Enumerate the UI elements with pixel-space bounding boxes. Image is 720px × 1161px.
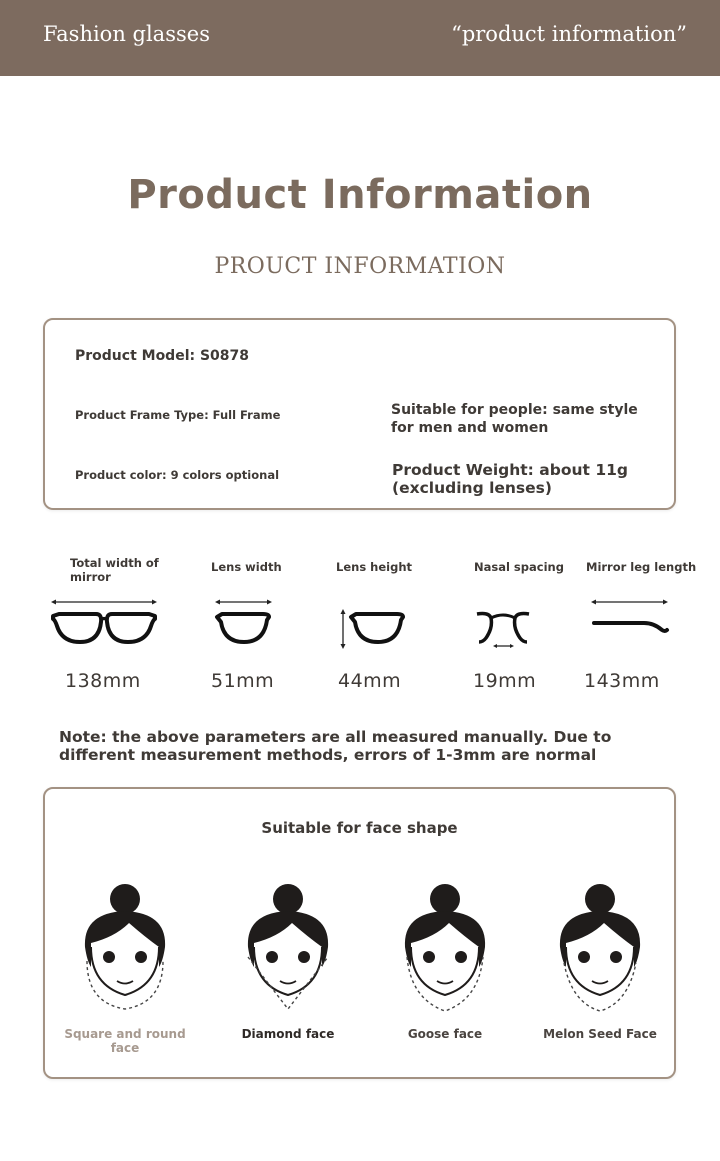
measurement-value: 51mm (211, 670, 275, 692)
product-model: Product Model: S0878 (75, 348, 250, 364)
face-shape-card (43, 787, 676, 1079)
page-subtitle: PROUCT INFORMATION (214, 254, 506, 279)
face-illustration-icon (238, 877, 338, 1017)
face-illustration-icon (395, 877, 495, 1017)
header-right-text: “product information” (451, 22, 687, 46)
measurement-value: 44mm (338, 670, 402, 692)
face-goose (390, 877, 500, 1041)
face-label: Square and round face (64, 1027, 186, 1055)
product-frame-type: Product Frame Type: Full Frame (75, 408, 281, 422)
face-shape-title: Suitable for face shape (261, 819, 458, 837)
lens-width-icon (214, 594, 274, 654)
measurement-label: Nasal spacing (474, 560, 564, 574)
face-label: Goose face (407, 1027, 483, 1041)
measurement-value: 19mm (473, 670, 537, 692)
glasses-front-icon (50, 594, 160, 654)
lens-height-icon (337, 594, 407, 654)
header-left-text: Fashion glasses (43, 22, 210, 46)
face-melon-seed (543, 877, 657, 1041)
face-illustration-icon (75, 877, 175, 1017)
measurement-note: Note: the above parameters are all measured manually. Due to different measurement methods, errors of 1-3mm are normal (59, 728, 612, 764)
product-weight: Product Weight: about 11g (excluding lenses) (392, 461, 628, 497)
measurement-label: Lens height (336, 560, 413, 574)
nose-bridge-icon (475, 594, 535, 654)
measurement-value: 138mm (65, 670, 141, 692)
measurement-label: Total width of mirror (70, 556, 159, 584)
measurement-label: Lens width (211, 560, 282, 574)
face-square-round (64, 877, 186, 1055)
product-info-card (43, 318, 676, 510)
page-title: Product Information (127, 172, 593, 218)
face-label: Melon Seed Face (543, 1027, 657, 1041)
temple-arm-icon (588, 594, 678, 654)
measurement-value: 143mm (584, 670, 660, 692)
face-illustration-icon (550, 877, 650, 1017)
face-diamond (233, 877, 343, 1041)
product-color: Product color: 9 colors optional (75, 468, 280, 482)
header-bar (0, 0, 720, 76)
face-label: Diamond face (241, 1027, 335, 1041)
measurement-label: Mirror leg length (586, 560, 697, 574)
product-suitable: Suitable for people: same style for men and women (391, 402, 638, 436)
